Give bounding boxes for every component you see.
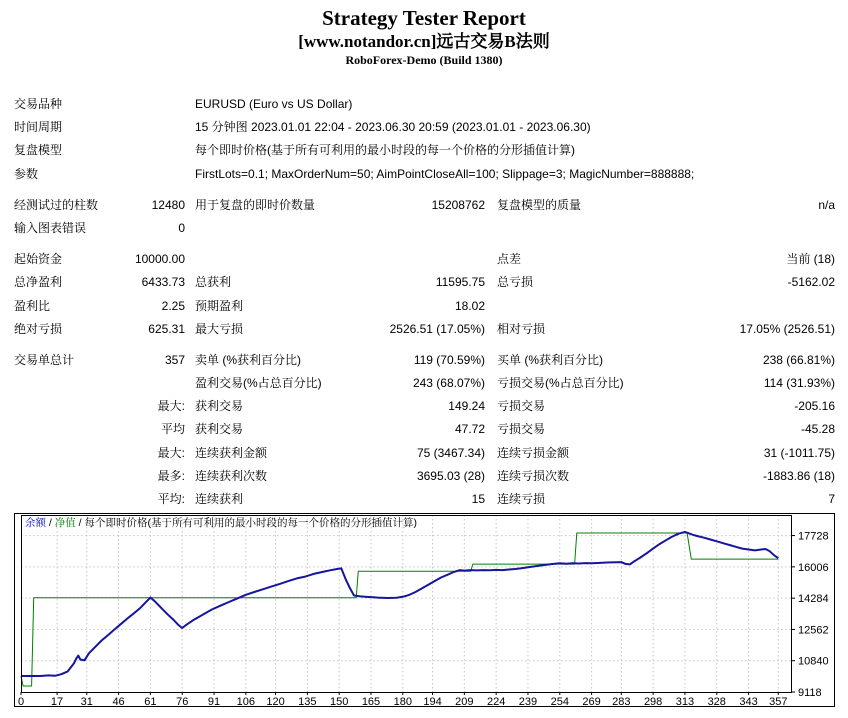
- x-tick-label: 283: [612, 696, 631, 708]
- label-cell: [14, 442, 124, 465]
- table-row: [14, 116, 848, 139]
- value-cell: -1883.86 (18): [762, 468, 835, 483]
- value-cell: 15: [471, 492, 485, 506]
- table-row: [14, 93, 848, 116]
- x-tick-label: 180: [393, 696, 412, 708]
- table-row: [14, 465, 848, 488]
- x-tick-label: 194: [423, 696, 442, 708]
- label-cell: 总亏损: [497, 275, 534, 290]
- label-cell: 亏损交易(%占总百分比): [497, 376, 624, 391]
- label-cell: 连续获利: [195, 492, 244, 506]
- label-cell: [14, 372, 124, 395]
- value-cell: 最大:: [157, 445, 185, 460]
- value-cell: [375, 248, 485, 271]
- label-cell: 点差: [497, 252, 522, 267]
- server-build-label: RoboForex-Demo (Build 1380): [345, 53, 503, 67]
- value-cell: -205.16: [794, 399, 835, 414]
- value-cell: 243 (68.07%): [412, 376, 485, 391]
- label-cell: [14, 465, 124, 488]
- value-cell: 3695.03 (28): [416, 468, 485, 483]
- report-title: Strategy Tester Report: [322, 6, 526, 30]
- value-cell: [124, 93, 185, 116]
- label-cell: 输入图表错误: [14, 220, 87, 235]
- balance-graph: [14, 513, 835, 707]
- value-cell-wide: EURUSD (Euro vs US Dollar): [195, 97, 353, 111]
- value-cell: 2.25: [161, 298, 185, 313]
- value-cell: 平均:: [157, 492, 185, 506]
- value-cell: 11595.75: [435, 275, 485, 290]
- label-cell: 总获利: [195, 275, 232, 290]
- x-tick-label: 106: [236, 696, 256, 708]
- value-cell: [375, 217, 485, 240]
- value-cell: 119 (70.59%): [413, 352, 485, 367]
- x-tick-label: 61: [144, 696, 157, 708]
- label-cell: 时间周期: [14, 120, 63, 135]
- label-cell: [185, 248, 375, 271]
- label-cell: [185, 217, 375, 240]
- value-cell: 149.24: [448, 399, 485, 414]
- label-cell: 总净盈利: [14, 275, 63, 290]
- value-cell: 10000.00: [134, 252, 185, 267]
- x-tick-label: 135: [298, 696, 317, 708]
- table-row: [14, 248, 848, 271]
- y-tick-label: 14284: [798, 593, 829, 606]
- x-tick-label: 150: [330, 696, 349, 708]
- label-cell: 连续亏损金额: [497, 445, 570, 460]
- value-cell: 0: [178, 220, 185, 235]
- label-cell: 相对亏损: [497, 321, 546, 336]
- label-cell: [14, 418, 124, 441]
- label-cell: 卖单 (%获利百分比): [195, 352, 301, 367]
- value-cell: 18.02: [454, 298, 485, 313]
- value-cell: [672, 295, 835, 318]
- label-cell: 亏损交易: [497, 399, 546, 414]
- value-cell: -45.28: [800, 422, 835, 437]
- value-cell: -5162.02: [787, 275, 835, 290]
- balance-graph-svg: [14, 513, 835, 707]
- label-cell: 最大亏损: [195, 321, 244, 336]
- value-cell: n/a: [818, 197, 835, 212]
- label-cell: 获利交易: [195, 422, 244, 437]
- label-cell: 预期盈利: [195, 298, 244, 313]
- label-cell: 经测试过的柱数: [14, 197, 99, 212]
- x-tick-label: 165: [361, 696, 381, 708]
- x-tick-label: 120: [266, 696, 285, 708]
- value-cell-wide: FirstLots=0.1; MaxOrderNum=50; AimPointCloseAll=100; Slippage=3; MagicNumber=888888;: [195, 166, 695, 181]
- x-tick-label: 313: [675, 696, 695, 708]
- value-cell: 625.31: [148, 321, 185, 336]
- y-tick-label: 16006: [798, 562, 829, 575]
- table-row: [14, 488, 848, 511]
- x-tick-label: 224: [486, 696, 506, 708]
- table-row: [14, 271, 848, 294]
- label-cell: 交易品种: [14, 97, 63, 111]
- value-cell: 7: [828, 492, 835, 506]
- x-tick-label: 91: [207, 696, 221, 708]
- table-row: [14, 442, 848, 465]
- y-tick-label: 9118: [798, 687, 822, 700]
- y-tick-label: 12562: [798, 624, 829, 637]
- x-tick-label: 343: [739, 696, 758, 708]
- label-cell: 亏损交易: [497, 422, 546, 437]
- value-cell: 15208762: [431, 197, 485, 212]
- label-cell: [485, 295, 672, 318]
- table-row: [14, 139, 848, 162]
- table-row: [14, 418, 848, 441]
- value-cell: [124, 163, 185, 186]
- value-cell: 最多:: [157, 468, 185, 483]
- label-cell: 盈利交易(%占总百分比): [195, 376, 322, 391]
- label-cell: [485, 217, 672, 240]
- label-cell: 获利交易: [195, 399, 244, 414]
- value-cell: 当前 (18): [786, 252, 835, 267]
- label-cell: 连续获利次数: [195, 468, 268, 483]
- label-cell: [14, 395, 124, 418]
- value-cell: [124, 139, 185, 162]
- x-tick-label: 254: [550, 696, 569, 708]
- value-cell: 31 (-1011.75): [763, 445, 835, 460]
- x-tick-label: 298: [643, 696, 663, 708]
- label-cell: 复盘模型: [14, 143, 63, 158]
- table-row: [14, 372, 848, 395]
- table-row: [14, 295, 848, 318]
- table-row: [14, 395, 848, 418]
- chart-legend: 余额 / 净值 / 每个即时价格(基于所有可利用的最小时段的每一个价格的分形插值计算): [25, 517, 418, 530]
- value-cell: 6433.73: [141, 275, 185, 290]
- label-cell: 连续亏损: [497, 492, 546, 506]
- x-tick-label: 209: [455, 696, 474, 708]
- value-cell: 75 (3467.34): [416, 445, 485, 460]
- label-cell: 交易单总计: [14, 352, 75, 367]
- x-tick-label: 76: [176, 696, 189, 708]
- value-cell-wide: 每个即时价格(基于所有可利用的最小时段的每一个价格的分形插值计算): [195, 143, 575, 158]
- x-tick-label: 269: [582, 696, 601, 708]
- value-cell-wide: 15 分钟图 2023.01.01 22:04 - 2023.06.30 20:59 (2023.01.01 - 2023.06.30): [195, 120, 591, 135]
- label-cell: 起始资金: [14, 252, 63, 267]
- value-cell: 平均: [160, 422, 185, 437]
- table-row: [14, 217, 848, 240]
- value-cell: [672, 217, 835, 240]
- value-cell: 357: [164, 352, 185, 367]
- x-tick-label: 31: [80, 696, 93, 708]
- y-tick-label: 10840: [798, 655, 829, 668]
- value-cell: 12480: [151, 197, 185, 212]
- label-cell: 参数: [14, 166, 39, 181]
- label-cell: [14, 488, 124, 511]
- value-cell: 17.05% (2526.51): [739, 321, 835, 336]
- table-row: [14, 349, 848, 372]
- x-tick-label: 17: [50, 696, 64, 708]
- value-cell: 最大:: [157, 399, 185, 414]
- table-row: [14, 163, 848, 186]
- value-cell: 47.72: [454, 422, 485, 437]
- label-cell: 连续获利金额: [195, 445, 268, 460]
- table-row: [14, 194, 848, 217]
- label-cell: 绝对亏损: [14, 321, 63, 336]
- table-row: [14, 318, 848, 341]
- y-tick-label: 17728: [798, 530, 829, 543]
- report-header: [0, 0, 848, 68]
- value-cell: [124, 116, 185, 139]
- x-tick-label: 239: [518, 696, 538, 708]
- label-cell: 用于复盘的即时价数量: [195, 197, 316, 212]
- label-cell: 盈利比: [14, 298, 51, 313]
- label-cell: 复盘模型的质量: [497, 197, 582, 212]
- value-cell: [124, 372, 185, 395]
- x-tick-label: 0: [17, 696, 25, 708]
- value-cell: 238 (66.81%): [762, 352, 835, 367]
- value-cell: 2526.51 (17.05%): [389, 321, 485, 336]
- label-cell: 连续亏损次数: [497, 468, 570, 483]
- value-cell: 114 (31.93%): [763, 376, 835, 391]
- x-tick-label: 328: [707, 696, 726, 708]
- x-tick-label: 46: [112, 696, 125, 708]
- results-table: [14, 93, 848, 511]
- label-cell: 买单 (%获利百分比): [497, 352, 603, 367]
- report-subtitle: [www.notandor.cn]远古交易B法则: [298, 32, 550, 51]
- x-tick-label: 357: [769, 696, 788, 708]
